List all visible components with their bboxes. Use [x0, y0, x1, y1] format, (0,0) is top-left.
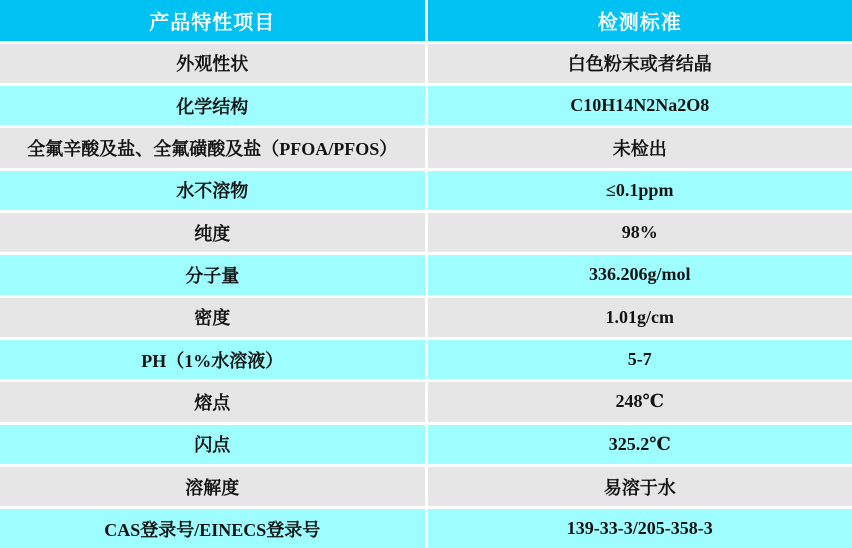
column-header-item: 产品特性项目 [0, 0, 426, 42]
table-row [0, 465, 852, 507]
spec-item: 溶解度 [0, 465, 426, 507]
spec-item: 密度 [0, 296, 426, 338]
spec-item: 熔点 [0, 381, 426, 423]
table-row [0, 84, 852, 126]
spec-value: 1.01g/cm [426, 296, 852, 338]
spec-item: 水不溶物 [0, 169, 426, 211]
spec-item: CAS登录号/EINECS登录号 [0, 508, 426, 548]
spec-value: 336.206g/mol [426, 254, 852, 296]
spec-value: C10H14N2Na2O8 [426, 84, 852, 126]
spec-value: ≤0.1ppm [426, 169, 852, 211]
spec-value: 248℃ [426, 381, 852, 423]
spec-item: PH（1%水溶液） [0, 338, 426, 380]
table-row [0, 423, 852, 465]
table-row [0, 381, 852, 423]
spec-item: 闪点 [0, 423, 426, 465]
spec-item: 纯度 [0, 211, 426, 253]
table-row [0, 338, 852, 380]
table-row [0, 127, 852, 169]
spec-value: 139-33-3/205-358-3 [426, 508, 852, 548]
spec-value: 白色粉末或者结晶 [426, 42, 852, 84]
spec-value: 98% [426, 211, 852, 253]
table-header-row [0, 0, 852, 42]
spec-value: 325.2℃ [426, 423, 852, 465]
table-row [0, 211, 852, 253]
spec-item: 分子量 [0, 254, 426, 296]
table-row [0, 42, 852, 84]
spec-value: 5-7 [426, 338, 852, 380]
spec-value: 未检出 [426, 127, 852, 169]
column-header-standard: 检测标准 [426, 0, 852, 42]
table-row [0, 254, 852, 296]
spec-item: 全氟辛酸及盐、全氟磺酸及盐（PFOA/PFOS） [0, 127, 426, 169]
table-row [0, 508, 852, 548]
spec-item: 外观性状 [0, 42, 426, 84]
table-row [0, 296, 852, 338]
table-row [0, 169, 852, 211]
spec-value: 易溶于水 [426, 465, 852, 507]
spec-item: 化学结构 [0, 84, 426, 126]
